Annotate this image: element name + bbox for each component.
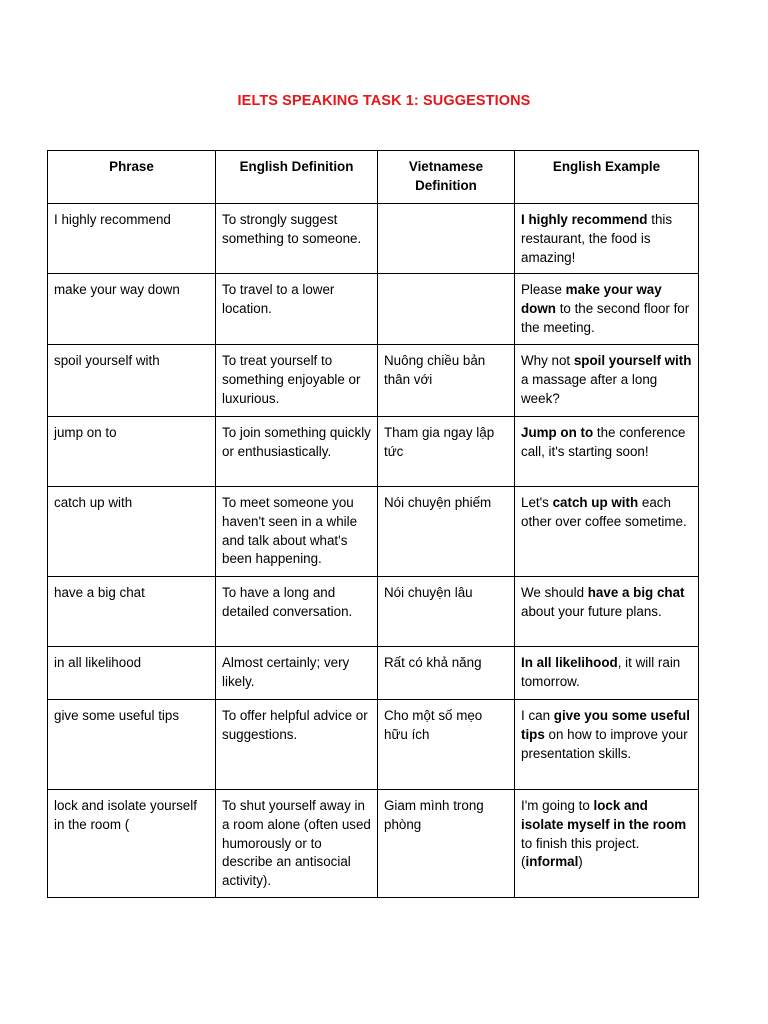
example-cell [515,417,699,487]
example-cell [515,790,699,898]
definition-cell: To shut yourself away in a room alone (often used humorously or to describe an antisocial activity). [216,790,378,898]
page-title: IELTS SPEAKING TASK 1: SUGGESTIONS [237,93,531,109]
table-row [48,345,699,417]
vietnamese-cell: Nói chuyện phiếm [378,487,515,577]
example-text: Let's [521,495,553,510]
example-text: a massage after a long week? [521,371,658,406]
definition-cell: To treat yourself to something enjoyable or luxurious. [216,345,378,417]
example-text: Please [521,282,566,297]
table-row [48,487,699,577]
example-bold-text: informal [525,854,579,870]
phrase-cell: catch up with [48,487,216,577]
example-cell [515,274,699,345]
example-cell [515,577,699,647]
example-bold-text: lock and isolate myself in the room [521,798,687,832]
vietnamese-cell: Rất có khả năng [378,647,515,700]
phrase-cell: in all likelihood [48,647,216,700]
phrase-cell: lock and isolate yourself in the room ( [48,790,216,898]
phrase-cell: spoil yourself with [48,345,216,417]
example-cell [515,487,699,577]
definition-cell: Almost certainly; very likely. [216,647,378,700]
table-row [48,577,699,647]
example-bold-text: Jump on to [521,425,594,440]
example-text: I can [521,708,554,723]
example-text: to finish this project. ( [521,835,640,870]
example-cell [515,700,699,790]
example-text: I'm going to [521,798,594,813]
example-cell [515,647,699,700]
header-english-example: English Example [515,151,699,204]
vietnamese-cell [378,204,515,274]
example-text: , it will rain tomorrow. [521,655,681,689]
definition-cell: To join something quickly or enthusiastically. [216,417,378,487]
definition-cell: To have a long and detailed conversation. [216,577,378,647]
definition-cell: To offer helpful advice or suggestions. [216,700,378,790]
example-bold-text: In all likelihood [521,655,618,670]
example-text: to the second floor for the meeting. [521,300,690,335]
example-bold-text: catch up with [552,495,639,510]
vietnamese-cell: Nói chuyện lâu [378,577,515,647]
example-cell [515,204,699,274]
table-row [48,417,699,487]
example-bold-text: have a big chat [587,585,685,600]
example-text: the conference call, it's starting soon! [521,425,686,459]
example-text: about your future plans. [521,603,662,619]
example-text: on how to improve your presentation skills. [521,726,688,761]
example-text: each other over coffee sometime. [521,495,687,529]
table-row [48,647,699,700]
example-bold-text: I highly recommend [521,212,648,227]
example-text: We should [521,585,588,600]
example-text: ) [578,854,583,870]
vocabulary-table [47,150,699,898]
table-row [48,204,699,274]
header-phrase: Phrase [48,151,216,204]
phrase-cell: give some useful tips [48,700,216,790]
table-row [48,790,699,898]
table-row [48,700,699,790]
phrase-cell: jump on to [48,417,216,487]
definition-cell: To meet someone you haven't seen in a while and talk about what's been happening. [216,487,378,577]
vietnamese-cell: Tham gia ngay lập tức [378,417,515,487]
example-text: this restaurant, the food is amazing! [521,212,673,265]
example-bold-text: make your way down [521,282,662,316]
vietnamese-cell: Giam mình trong phòng [378,790,515,898]
phrase-cell: have a big chat [48,577,216,647]
example-bold-text: spoil yourself with [573,353,692,368]
table-header-row [48,151,699,204]
vietnamese-cell [378,274,515,345]
definition-cell: To strongly suggest something to someone. [216,204,378,274]
vietnamese-cell: Nuông chiều bản thân với [378,345,515,417]
header-vietnamese-definition: Vietnamese Definition [378,151,515,204]
table-row [48,274,699,345]
example-cell [515,345,699,417]
example-text: Why not [521,353,574,368]
header-english-definition: English Definition [216,151,378,204]
vietnamese-cell: Cho một số mẹo hữu ích [378,700,515,790]
phrase-cell: I highly recommend [48,204,216,274]
example-bold-text: give you some useful tips [521,708,690,742]
phrase-cell: make your way down [48,274,216,345]
definition-cell: To travel to a lower location. [216,274,378,345]
